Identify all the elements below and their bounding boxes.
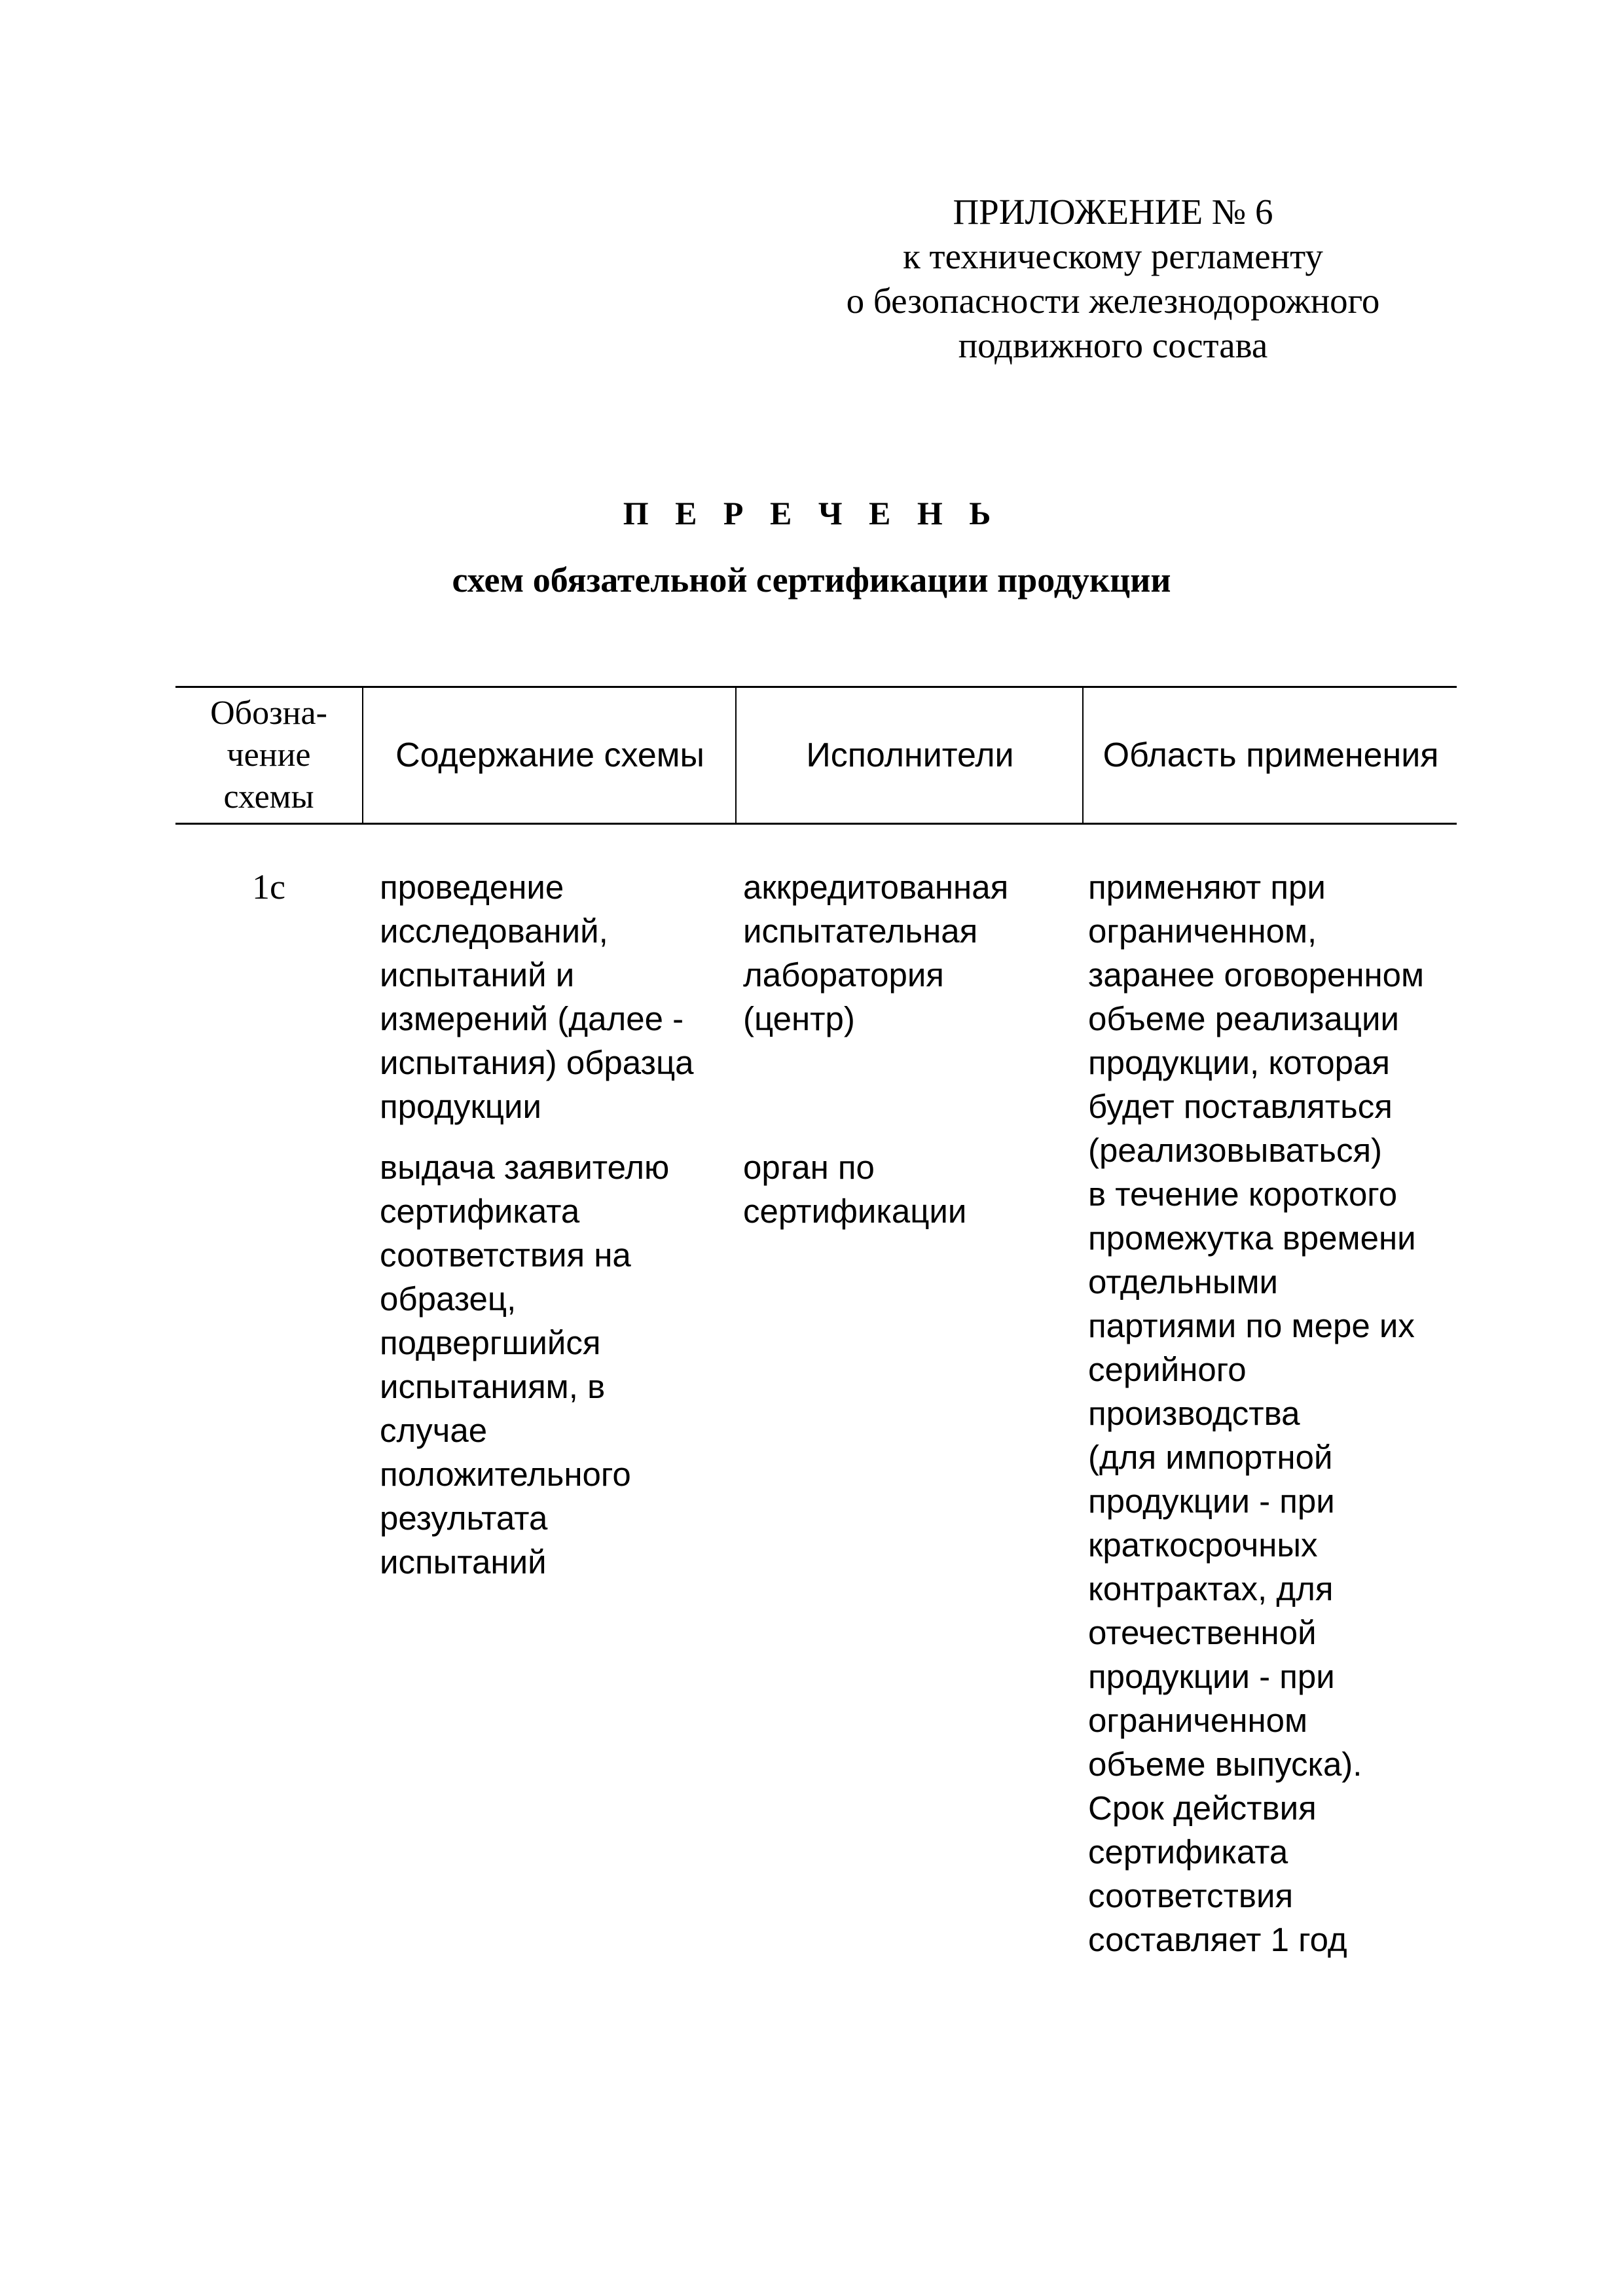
text-line: краткосрочных [1088,1526,1318,1564]
text-line: сертификации [743,1193,967,1230]
table-header [175,686,1457,825]
content-step-2 [380,1145,669,1584]
text-line: ограниченном, [1088,912,1317,950]
annex-line-2: к техническому регламенту [903,236,1323,276]
text-line: продукции - при [1088,1482,1335,1520]
text-line: испытаний [380,1543,547,1581]
text-line: случае [380,1412,488,1449]
text-line: Срок действия [1088,1789,1317,1827]
text-line: серийного [1088,1351,1247,1388]
document-title: П Е Р Е Ч Е Н Ь [623,495,1000,531]
text-line: испытательная [743,912,978,950]
text-line: образец, [380,1280,517,1318]
text-line: испытаний и [380,956,575,994]
text-line: отечественной [1088,1614,1317,1651]
text-line: будет поставляться [1088,1088,1393,1125]
text-line: продукции [380,1088,541,1125]
text-line: орган по [743,1149,875,1186]
text-line: применяют при [1088,869,1326,906]
text-line: испытаниям, в [380,1368,606,1405]
text-line: лаборатория [743,956,944,994]
text-line: измерений (далее - [380,1000,684,1037]
scheme-code: 1с [252,867,285,906]
text-line: отдельными [1088,1263,1279,1300]
text-line: исследований, [380,912,608,950]
text-line: промежутка времени [1088,1219,1416,1257]
text-line: партиями по мере их [1088,1307,1415,1344]
text-line: соответствия на [380,1236,631,1274]
text-line: соответствия [1088,1877,1294,1914]
header-designation [175,688,362,823]
text-line: (для импортной [1088,1439,1333,1476]
text-line: заранее оговоренном [1088,956,1425,994]
text-line: сертификата [380,1193,580,1230]
text-line: (реализовываться) [1088,1132,1383,1169]
text-line: испытания) образца [380,1044,694,1081]
text-line: аккредитованная [743,869,1009,906]
text-line: объеме реализации [1088,1000,1399,1037]
header-executors: Исполнители [735,688,1084,823]
text-line: (центр) [743,1000,855,1037]
annex-line-4: подвижного состава [958,325,1268,365]
annex-number: ПРИЛОЖЕНИЕ № 6 [953,192,1273,232]
text-line: производства [1088,1395,1300,1432]
content-step-1 [380,865,694,1128]
scope-of-application [1088,865,1424,1962]
header-designation-line: схемы [223,778,314,816]
annex-line-3: о безопасности железнодорожного [846,281,1380,321]
text-line: выдача заявителю [380,1149,670,1186]
text-line: положительного [380,1456,631,1493]
annex-header [773,190,1453,368]
text-line: в течение короткого [1088,1175,1398,1213]
header-scope: Область применения [1082,688,1458,823]
text-line: продукции - при [1088,1658,1335,1695]
header-designation-line: чение [227,736,311,774]
text-line: ограниченном [1088,1702,1308,1739]
text-line: подвергшийся [380,1324,601,1361]
text-line: контрактах, для [1088,1570,1334,1607]
text-line: результата [380,1499,548,1537]
text-line: продукции, которая [1088,1044,1390,1081]
header-designation-line: Обозна- [210,694,327,732]
text-line: сертификата [1088,1833,1288,1871]
text-line: проведение [380,869,564,906]
document-subtitle: схем обязательной сертификации продукции [452,560,1171,600]
executor-1 [743,865,1008,1041]
text-line: объеме выпуска). [1088,1746,1362,1783]
executor-2 [743,1145,966,1233]
header-content: Содержание схемы [362,688,737,823]
text-line: составляет 1 год [1088,1921,1347,1958]
